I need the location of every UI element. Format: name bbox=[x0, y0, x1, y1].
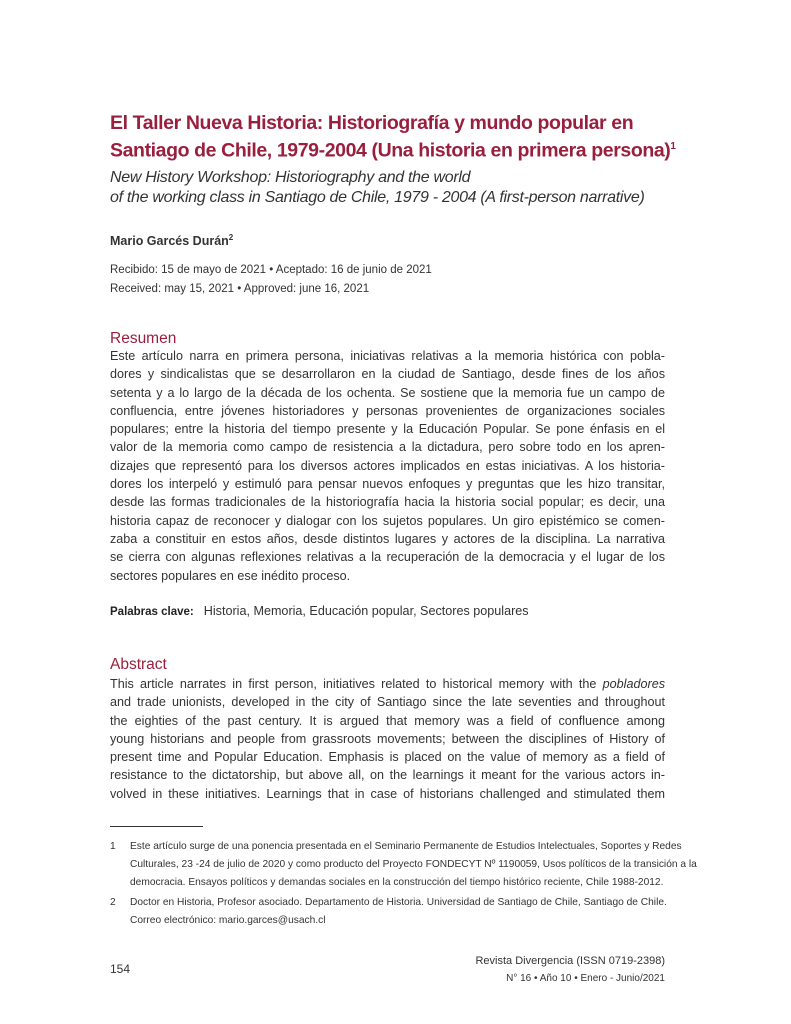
footnote-ref[interactable]: 1 bbox=[670, 141, 676, 152]
resumen-line: sectores populares en ese inédito proceso. bbox=[110, 568, 351, 583]
footnote-line: Culturales, 23 -24 de julio de 2020 y como producto del Proyecto FONDECYT Nº 1190059, Usos políticos de la transición a la bbox=[130, 859, 697, 870]
resumen-line: valor de la memoria como campo de resistencia a la dictadura, pero sobre todo en los apren- bbox=[110, 440, 665, 455]
subtitle-line: of the working class in Santiago de Chile, 1979 - 2004 (A first-person narrative) bbox=[110, 189, 645, 206]
abstract-line: young historians and people from grassroots movements; between the disciplines of History of bbox=[110, 731, 665, 746]
journal-info bbox=[475, 952, 665, 988]
footnote bbox=[110, 894, 665, 930]
dates-spanish: Recibido: 15 de mayo de 2021 • Aceptado: 16 de junio de 2021 bbox=[110, 264, 432, 276]
resumen-line: dores los interpeló y estimuló para pensar nuevos enfoques y preguntas que les hizo transitar, bbox=[110, 477, 665, 492]
resumen-line: desde las formas tradicionales de la historiografía hacia la historia social popular; es decir, una bbox=[110, 495, 665, 510]
dates-english: Received: may 15, 2021 • Approved: june 16, 2021 bbox=[110, 282, 370, 295]
title-line: Santiago de Chile, 1979-2004 (Una historia en primera persona)$^1$ bbox=[110, 139, 676, 162]
footnotes bbox=[110, 838, 697, 932]
abstract-body bbox=[110, 675, 665, 803]
subtitle-line: New History Workshop: Historiography and the world bbox=[110, 169, 471, 186]
abstract-heading: Abstract bbox=[110, 656, 167, 673]
resumen-line: Este artículo narra en primera persona, iniciativas relativas a la memoria histórica con pobla- bbox=[110, 349, 665, 363]
abstract-line: resistance to the dictatorship, but above all, on the learnings it meant for the various actors in- bbox=[110, 768, 665, 783]
abstract-line: This article narrates in first person, initiatives related to historical memory with the pobladores bbox=[110, 677, 665, 691]
english-title bbox=[110, 168, 645, 208]
footnote bbox=[110, 838, 697, 892]
resumen-line: populares; entre la historia del tiempo presente y la Educación Popular. Se pone énfasis en el bbox=[110, 422, 665, 437]
journal-name: Revista Divergencia (ISSN 0719-2398) bbox=[475, 955, 665, 967]
footnote-line: Este artículo surge de una ponencia presentada en el Seminario Permanente de Estudios Intelectuales, Soportes y Redes bbox=[130, 841, 682, 852]
resumen-line: setenta y a lo largo de la década de los ochenta. Se sostiene que la memoria fue un campo de bbox=[110, 385, 665, 400]
abstract-line: present time and Popular Education. Emphasis is placed on the value of memory as a field of bbox=[110, 750, 665, 765]
abstract-line: and trade unionists, developed in the city of Santiago since the late seventies and throughout bbox=[110, 695, 665, 710]
footnote-number: 2 bbox=[110, 897, 116, 908]
footnote-line: democracia. Ensayos políticos y demandas sociales en la construcción del tiempo histórico reciente, Chile 1988-2012. bbox=[130, 877, 664, 888]
article-title bbox=[110, 112, 676, 163]
footnote-number: 1 bbox=[110, 841, 116, 852]
keywords bbox=[110, 604, 529, 618]
resumen-line: confluencia, entre jóvenes historiadores y personas provenientes de organizaciones sociales bbox=[110, 403, 665, 418]
resumen-heading: Resumen bbox=[110, 330, 177, 347]
resumen-line: se cierra con algunas reflexiones relativas a la recuperación de la democracia y el lugar de los bbox=[110, 550, 665, 565]
abstract-line: volved in these initiatives. Learnings that in case of historians challenged and stimulated them bbox=[110, 786, 665, 801]
dates bbox=[110, 261, 432, 298]
resumen-line: dores y sindicalistas que se desarrollaron en la ciudad de Santiago, desde fines de los años bbox=[110, 367, 665, 382]
resumen-line: dizajes que representó para los diversos actores implicados en estas iniciativas. A los historia- bbox=[110, 458, 665, 473]
footnote-line: Doctor en Historia, Profesor asociado. Departamento de Historia. Universidad de Santiago de Chile, Santiago de Chile. bbox=[130, 897, 667, 908]
footnote-divider bbox=[110, 826, 203, 827]
author: Mario Garcés Durán$^2$ bbox=[110, 233, 234, 249]
resumen-body bbox=[110, 347, 665, 585]
page-number: 154 bbox=[110, 962, 131, 976]
journal-issue: N° 16 • Año 10 • Enero - Junio/2021 bbox=[506, 973, 665, 984]
keywords-label: Palabras clave: bbox=[110, 606, 194, 618]
title-line: El Taller Nueva Historia: Historiografía y mundo popular en bbox=[110, 112, 634, 134]
resumen-line: historia capaz de reconocer y dialogar con los sujetos populares. Un giro epistémico se comen- bbox=[110, 513, 665, 528]
footnote-ref[interactable]: 2 bbox=[228, 233, 234, 242]
resumen-line: zaba a constituir en estos años, desde distintos lugares y actores de la disciplina. La narrativa bbox=[110, 531, 665, 546]
keywords-value: Historia, Memoria, Educación popular, Sectores populares bbox=[203, 604, 529, 618]
footnote-line: Correo electrónico: mario.garces@usach.cl bbox=[130, 915, 326, 926]
abstract-line: the eighties of the past century. It is argued that memory was a field of confluence among bbox=[110, 713, 665, 728]
